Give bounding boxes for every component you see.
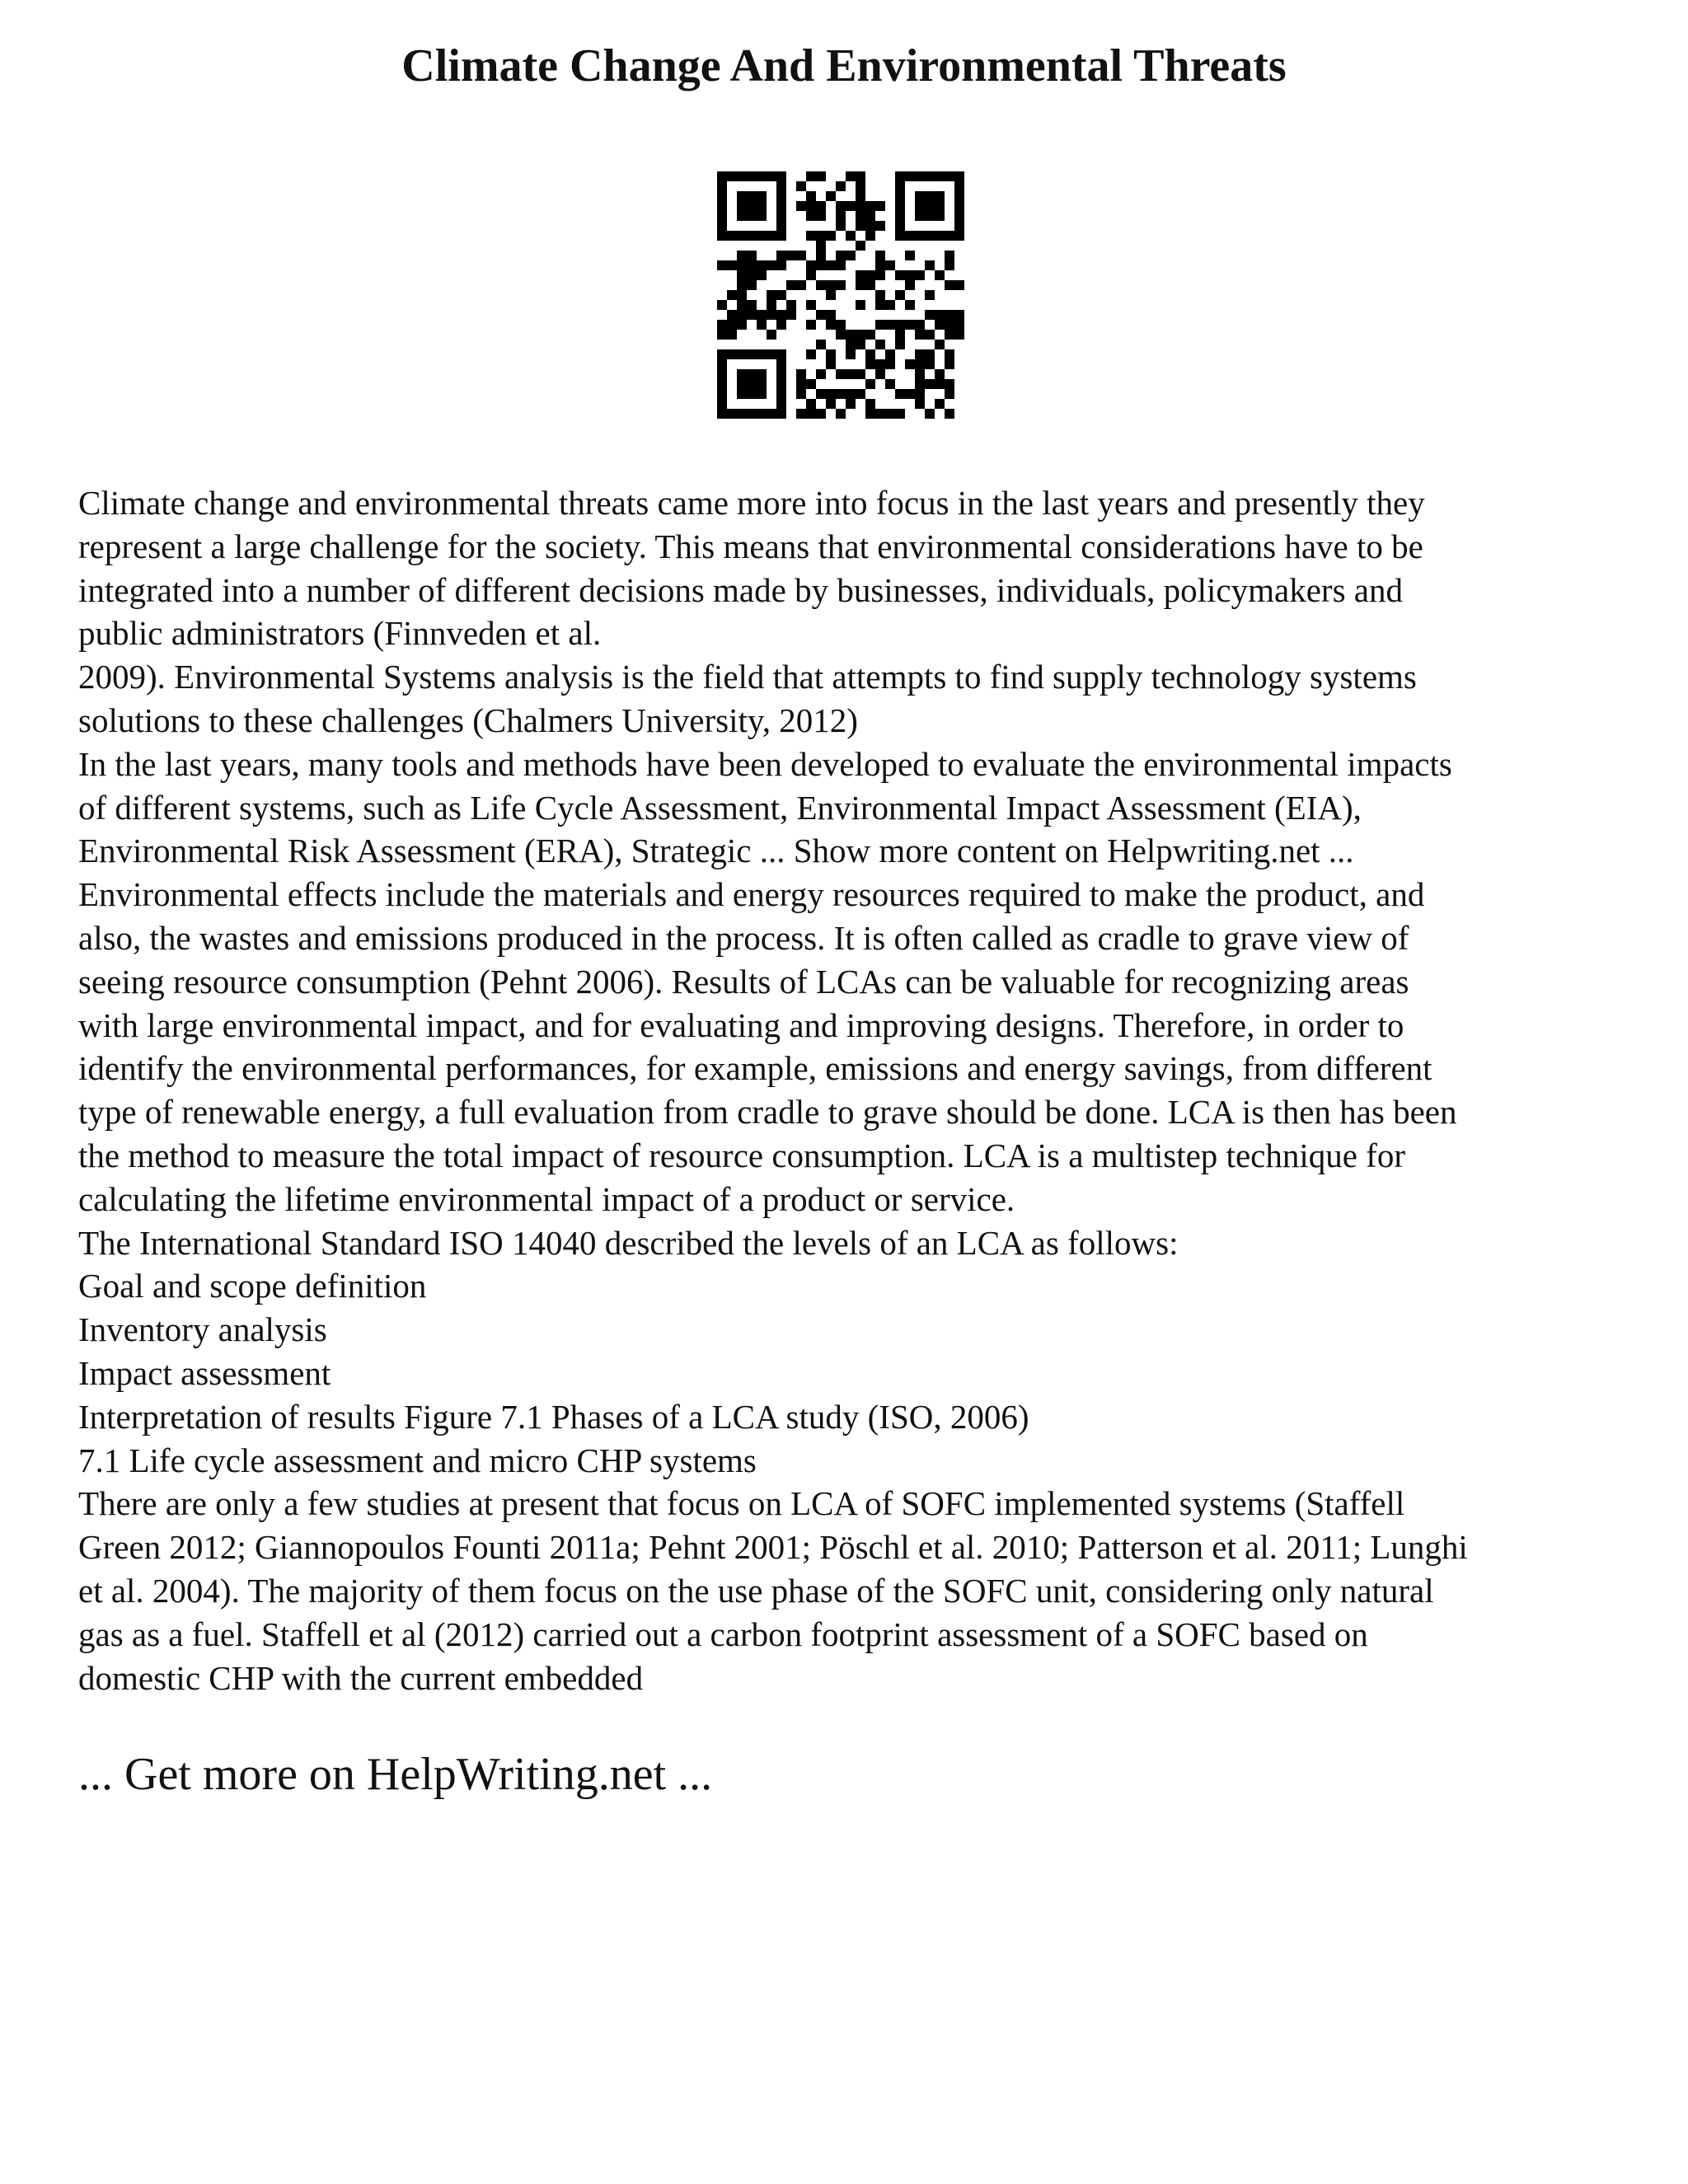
body-line: Environmental effects include the materials and energy resources required to make the product, and [78,875,1425,914]
body-line: seeing resource consumption (Pehnt 2006). Results of LCAs can be valuable for recognizing areas [78,962,1409,1001]
body-line: There are only a few studies at present that focus on LCA of SOFC implemented systems (Staffell [78,1484,1405,1523]
body-line: calculating the lifetime environmental impact of a product or service. [78,1179,1015,1218]
qr-code-icon [717,171,964,419]
list-item: Impact assessment [78,1353,331,1392]
body-line: identify the environmental performances, for example, emissions and energy savings, from different [78,1049,1432,1088]
body-line: also, the wastes and emissions produced in the process. It is often called as cradle to grave view of [78,918,1409,957]
body-line: Environmental Risk Assessment (ERA), Strategic ... Show more content on Helpwriting.net ... [78,832,1354,870]
list-item: Inventory analysis [78,1310,327,1349]
body-line: type of renewable energy, a full evaluation from cradle to grave should be done. LCA is then has been [78,1093,1457,1132]
body-line: with large environmental impact, and for evaluating and improving designs. Therefore, in order to [78,1005,1404,1044]
body-line: 2009). Environmental Systems analysis is the field that attempts to find supply technology systems [78,658,1417,696]
body-line: public administrators (Finnveden et al. [78,614,602,653]
body-line: domestic CHP with the current embedded [78,1658,644,1697]
body-line: et al. 2004). The majority of them focus on the use phase of the SOFC unit, considering only natural [78,1571,1434,1610]
body-line: Climate change and environmental threats came more into focus in the last years and presently they [78,484,1425,522]
get-more-link[interactable]: ... Get more on HelpWriting.net ... [78,1749,713,1800]
list-item: Interpretation of results Figure 7.1 Phases of a LCA study (ISO, 2006) [78,1397,1029,1436]
document-title: Climate Change And Environmental Threats [401,40,1287,91]
body-line: gas as a fuel. Staffell et al (2012) carried out a carbon footprint assessment of a SOFC based on [78,1615,1368,1653]
body-line: solutions to these challenges (Chalmers University, 2012) [78,701,858,739]
body-line: of different systems, such as Life Cycle Assessment, Environmental Impact Assessment (EIA), [78,788,1362,827]
section-heading: 7.1 Life cycle assessment and micro CHP systems [78,1441,757,1479]
body-line: The International Standard ISO 14040 described the levels of an LCA as follows: [78,1223,1179,1262]
list-item: Goal and scope definition [78,1267,427,1305]
body-line: In the last years, many tools and methods have been developed to evaluate the environmental impacts [78,744,1452,783]
body-line: represent a large challenge for the society. This means that environmental considerations have to be [78,527,1423,565]
body-line: Green 2012; Giannopoulos Founti 2011a; Pehnt 2001; Pöschl et al. 2010; Patterson et al. 2011; Lunghi [78,1528,1468,1567]
document-body [78,481,1628,1699]
body-line: integrated into a number of different decisions made by businesses, individuals, policymakers and [78,570,1403,609]
body-line: the method to measure the total impact of resource consumption. LCA is a multistep technique for [78,1136,1405,1174]
